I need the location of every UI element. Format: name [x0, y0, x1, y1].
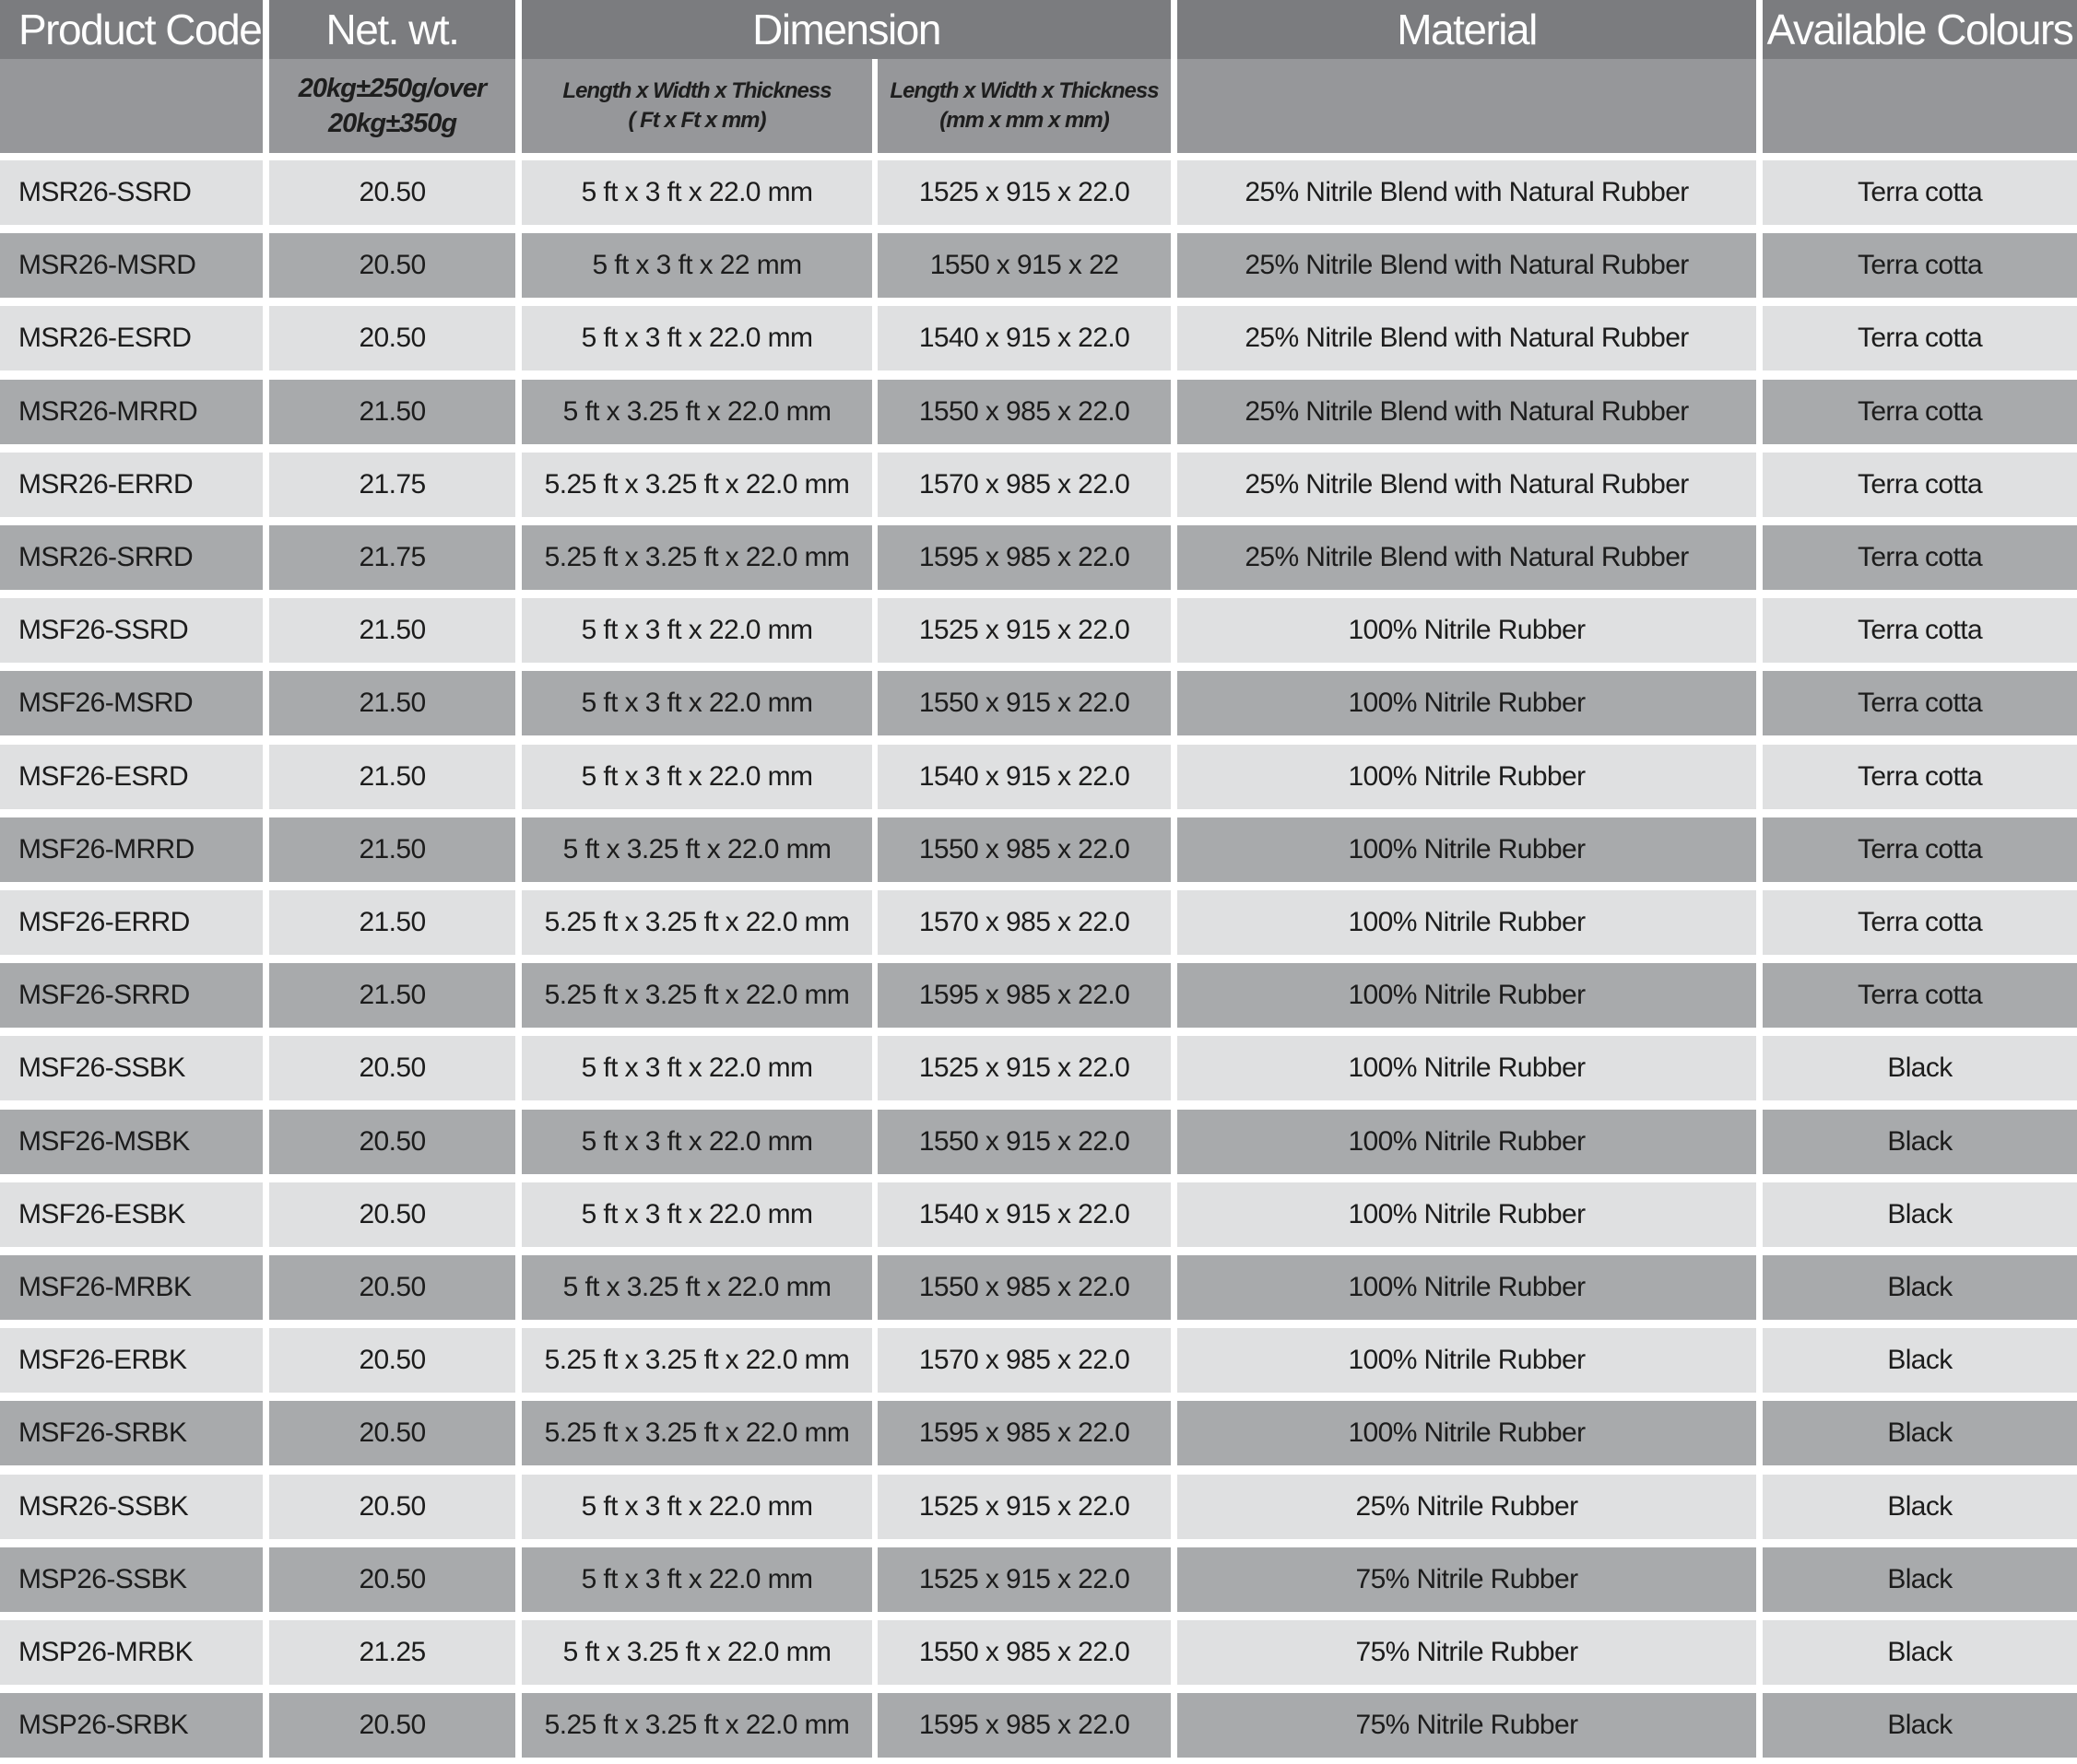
cell-colour: Terra cotta	[1763, 745, 2077, 809]
cell-net-weight: 21.50	[269, 671, 515, 735]
cell-colour: Black	[1763, 1036, 2077, 1100]
cell-net-weight: 20.50	[269, 1401, 515, 1465]
cell-dimension-ft: 5 ft x 3.25 ft x 22.0 mm	[522, 1255, 872, 1320]
cell-material: 100% Nitrile Rubber	[1177, 598, 1756, 663]
cell-material: 100% Nitrile Rubber	[1177, 890, 1756, 955]
cell-dimension-mm: 1540 x 915 x 22.0	[878, 745, 1171, 809]
cell-dimension-mm: 1550 x 985 x 22.0	[878, 1620, 1171, 1685]
cell-dimension-ft: 5 ft x 3 ft x 22.0 mm	[522, 1475, 872, 1539]
cell-dimension-ft: 5 ft x 3 ft x 22.0 mm	[522, 598, 872, 663]
cell-material: 25% Nitrile Blend with Natural Rubber	[1177, 306, 1756, 370]
cell-colour: Black	[1763, 1547, 2077, 1612]
cell-dimension-ft: 5.25 ft x 3.25 ft x 22.0 mm	[522, 525, 872, 590]
cell-material: 75% Nitrile Rubber	[1177, 1620, 1756, 1685]
cell-material: 100% Nitrile Rubber	[1177, 817, 1756, 882]
cell-dimension-mm: 1550 x 915 x 22.0	[878, 671, 1171, 735]
cell-product-code: MSF26-SRRD	[0, 963, 263, 1028]
cell-product-code: MSR26-SSBK	[0, 1475, 263, 1539]
cell-dimension-ft: 5 ft x 3 ft x 22.0 mm	[522, 1036, 872, 1100]
cell-net-weight: 20.50	[269, 160, 515, 225]
cell-dimension-mm: 1550 x 915 x 22.0	[878, 1110, 1171, 1174]
cell-dimension-mm: 1550 x 985 x 22.0	[878, 1255, 1171, 1320]
cell-colour: Black	[1763, 1401, 2077, 1465]
cell-dimension-ft: 5.25 ft x 3.25 ft x 22.0 mm	[522, 1401, 872, 1465]
cell-product-code: MSF26-ERBK	[0, 1328, 263, 1393]
cell-material: 100% Nitrile Rubber	[1177, 745, 1756, 809]
cell-material: 100% Nitrile Rubber	[1177, 1036, 1756, 1100]
cell-net-weight: 21.50	[269, 380, 515, 444]
cell-net-weight: 20.50	[269, 1182, 515, 1247]
cell-dimension-ft: 5 ft x 3 ft x 22.0 mm	[522, 306, 872, 370]
cell-colour: Terra cotta	[1763, 598, 2077, 663]
cell-product-code: MSF26-ESBK	[0, 1182, 263, 1247]
cell-dimension-ft: 5 ft x 3.25 ft x 22.0 mm	[522, 380, 872, 444]
cell-product-code: MSF26-MSBK	[0, 1110, 263, 1174]
cell-material: 25% Nitrile Rubber	[1177, 1475, 1756, 1539]
cell-colour: Black	[1763, 1110, 2077, 1174]
cell-material: 25% Nitrile Blend with Natural Rubber	[1177, 525, 1756, 590]
header-dimension: Dimension	[522, 0, 1171, 59]
cell-dimension-ft: 5.25 ft x 3.25 ft x 22.0 mm	[522, 1693, 872, 1758]
cell-dimension-ft: 5 ft x 3 ft x 22.0 mm	[522, 671, 872, 735]
cell-dimension-ft: 5.25 ft x 3.25 ft x 22.0 mm	[522, 890, 872, 955]
header-material: Material	[1177, 0, 1756, 59]
subheader-dimension-mm-line2: (mm x mm x mm)	[939, 108, 1109, 133]
subheader-dimension-mm	[878, 59, 1171, 153]
cell-dimension-mm: 1550 x 985 x 22.0	[878, 380, 1171, 444]
cell-dimension-mm: 1540 x 915 x 22.0	[878, 306, 1171, 370]
header-product-code: Product Code	[0, 0, 263, 59]
cell-dimension-ft: 5 ft x 3 ft x 22.0 mm	[522, 1547, 872, 1612]
cell-product-code: MSR26-ERRD	[0, 453, 263, 517]
cell-net-weight: 20.50	[269, 1475, 515, 1539]
cell-dimension-mm: 1525 x 915 x 22.0	[878, 598, 1171, 663]
cell-product-code: MSF26-ESRD	[0, 745, 263, 809]
cell-dimension-mm: 1525 x 915 x 22.0	[878, 160, 1171, 225]
cell-colour: Black	[1763, 1328, 2077, 1393]
cell-material: 75% Nitrile Rubber	[1177, 1693, 1756, 1758]
cell-dimension-mm: 1570 x 985 x 22.0	[878, 1328, 1171, 1393]
cell-net-weight: 20.50	[269, 1693, 515, 1758]
cell-net-weight: 21.50	[269, 963, 515, 1028]
header-available-colours: Available Colours	[1763, 0, 2077, 59]
cell-dimension-mm: 1525 x 915 x 22.0	[878, 1547, 1171, 1612]
cell-net-weight: 21.50	[269, 890, 515, 955]
cell-net-weight: 20.50	[269, 1110, 515, 1174]
cell-product-code: MSF26-SRBK	[0, 1401, 263, 1465]
cell-colour: Terra cotta	[1763, 160, 2077, 225]
cell-colour: Black	[1763, 1693, 2077, 1758]
cell-dimension-ft: 5 ft x 3 ft x 22.0 mm	[522, 745, 872, 809]
cell-net-weight: 21.75	[269, 453, 515, 517]
cell-dimension-ft: 5 ft x 3 ft x 22.0 mm	[522, 1182, 872, 1247]
cell-product-code: MSP26-SSBK	[0, 1547, 263, 1612]
cell-net-weight: 20.50	[269, 233, 515, 298]
cell-material: 100% Nitrile Rubber	[1177, 1328, 1756, 1393]
cell-net-weight: 20.50	[269, 1255, 515, 1320]
cell-dimension-mm: 1550 x 985 x 22.0	[878, 817, 1171, 882]
cell-material: 75% Nitrile Rubber	[1177, 1547, 1756, 1612]
cell-colour: Terra cotta	[1763, 671, 2077, 735]
cell-colour: Terra cotta	[1763, 380, 2077, 444]
cell-product-code: MSR26-SRRD	[0, 525, 263, 590]
cell-dimension-ft: 5 ft x 3.25 ft x 22.0 mm	[522, 1620, 872, 1685]
cell-material: 100% Nitrile Rubber	[1177, 1182, 1756, 1247]
cell-dimension-ft: 5 ft x 3 ft x 22.0 mm	[522, 160, 872, 225]
subheader-net-weight-line2: 20kg±350g	[327, 109, 457, 138]
cell-material: 25% Nitrile Blend with Natural Rubber	[1177, 233, 1756, 298]
cell-dimension-mm: 1595 x 985 x 22.0	[878, 525, 1171, 590]
cell-dimension-mm: 1525 x 915 x 22.0	[878, 1475, 1171, 1539]
subheader-available-colours	[1763, 59, 2077, 153]
cell-colour: Terra cotta	[1763, 453, 2077, 517]
cell-net-weight: 21.50	[269, 817, 515, 882]
cell-dimension-mm: 1595 x 985 x 22.0	[878, 963, 1171, 1028]
cell-dimension-mm: 1570 x 985 x 22.0	[878, 890, 1171, 955]
cell-net-weight: 21.75	[269, 525, 515, 590]
cell-dimension-ft: 5.25 ft x 3.25 ft x 22.0 mm	[522, 1328, 872, 1393]
cell-material: 100% Nitrile Rubber	[1177, 1110, 1756, 1174]
cell-product-code: MSF26-MSRD	[0, 671, 263, 735]
cell-product-code: MSF26-SSBK	[0, 1036, 263, 1100]
cell-product-code: MSF26-MRBK	[0, 1255, 263, 1320]
cell-colour: Terra cotta	[1763, 525, 2077, 590]
cell-net-weight: 20.50	[269, 1547, 515, 1612]
cell-dimension-ft: 5.25 ft x 3.25 ft x 22.0 mm	[522, 963, 872, 1028]
cell-net-weight: 20.50	[269, 1036, 515, 1100]
cell-dimension-mm: 1595 x 985 x 22.0	[878, 1693, 1171, 1758]
subheader-dimension-ft-line1: Length x Width x Thickness	[562, 78, 832, 104]
cell-material: 100% Nitrile Rubber	[1177, 1255, 1756, 1320]
subheader-net-weight-line1: 20kg±250g/over	[298, 73, 487, 103]
cell-product-code: MSR26-MRRD	[0, 380, 263, 444]
cell-net-weight: 21.50	[269, 745, 515, 809]
subheader-dimension-ft	[522, 59, 872, 153]
cell-net-weight: 20.50	[269, 1328, 515, 1393]
cell-product-code: MSR26-SSRD	[0, 160, 263, 225]
cell-dimension-ft: 5 ft x 3 ft x 22.0 mm	[522, 1110, 872, 1174]
cell-dimension-mm: 1550 x 915 x 22	[878, 233, 1171, 298]
cell-dimension-mm: 1540 x 915 x 22.0	[878, 1182, 1171, 1247]
cell-dimension-mm: 1570 x 985 x 22.0	[878, 453, 1171, 517]
subheader-dimension-ft-line2: ( Ft x Ft x mm)	[628, 108, 766, 133]
cell-colour: Terra cotta	[1763, 306, 2077, 370]
cell-dimension-mm: 1595 x 985 x 22.0	[878, 1401, 1171, 1465]
cell-colour: Terra cotta	[1763, 233, 2077, 298]
cell-dimension-ft: 5.25 ft x 3.25 ft x 22.0 mm	[522, 453, 872, 517]
subheader-net-weight	[269, 59, 515, 153]
cell-net-weight: 20.50	[269, 306, 515, 370]
cell-colour: Terra cotta	[1763, 890, 2077, 955]
cell-dimension-ft: 5 ft x 3 ft x 22 mm	[522, 233, 872, 298]
cell-dimension-mm: 1525 x 915 x 22.0	[878, 1036, 1171, 1100]
header-net-weight: Net. wt.	[269, 0, 515, 59]
cell-product-code: MSP26-SRBK	[0, 1693, 263, 1758]
cell-colour: Black	[1763, 1620, 2077, 1685]
cell-product-code: MSF26-ERRD	[0, 890, 263, 955]
cell-net-weight: 21.50	[269, 598, 515, 663]
cell-product-code: MSP26-MRBK	[0, 1620, 263, 1685]
cell-material: 25% Nitrile Blend with Natural Rubber	[1177, 160, 1756, 225]
cell-product-code: MSR26-MSRD	[0, 233, 263, 298]
cell-material: 25% Nitrile Blend with Natural Rubber	[1177, 380, 1756, 444]
cell-colour: Black	[1763, 1255, 2077, 1320]
cell-product-code: MSF26-SSRD	[0, 598, 263, 663]
cell-material: 100% Nitrile Rubber	[1177, 963, 1756, 1028]
cell-product-code: MSR26-ESRD	[0, 306, 263, 370]
cell-material: 25% Nitrile Blend with Natural Rubber	[1177, 453, 1756, 517]
cell-colour: Terra cotta	[1763, 963, 2077, 1028]
cell-product-code: MSF26-MRRD	[0, 817, 263, 882]
cell-colour: Black	[1763, 1182, 2077, 1247]
cell-dimension-ft: 5 ft x 3.25 ft x 22.0 mm	[522, 817, 872, 882]
cell-colour: Terra cotta	[1763, 817, 2077, 882]
cell-material: 100% Nitrile Rubber	[1177, 1401, 1756, 1465]
subheader-product-code	[0, 59, 263, 153]
subheader-dimension-mm-line1: Length x Width x Thickness	[890, 78, 1159, 104]
cell-net-weight: 21.25	[269, 1620, 515, 1685]
subheader-material	[1177, 59, 1756, 153]
cell-colour: Black	[1763, 1475, 2077, 1539]
cell-material: 100% Nitrile Rubber	[1177, 671, 1756, 735]
